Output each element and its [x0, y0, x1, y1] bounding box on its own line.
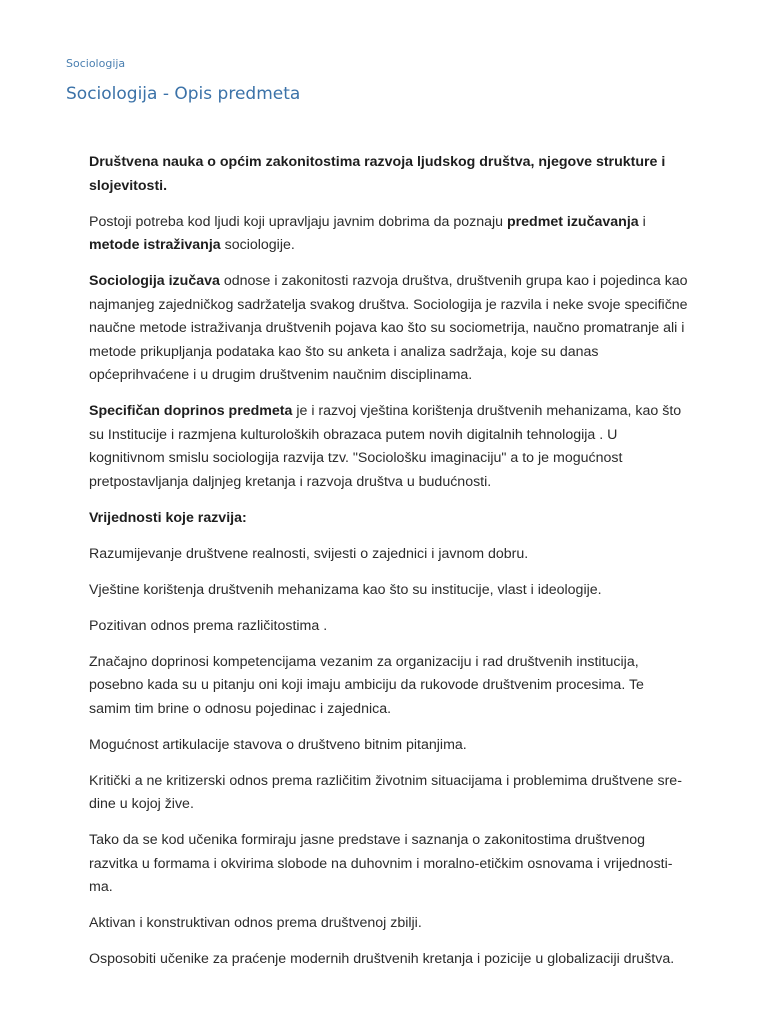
paragraph-purpose-bold-2: metode istraživanja [89, 237, 221, 253]
page-title: Sociologija - Opis predmeta [66, 84, 301, 104]
value-item: Aktivan i konstruktivan odnos prema društvenoj zbilji. [89, 915, 422, 931]
paragraph-contribution-bold: Specifičan doprinos predmeta [89, 403, 293, 419]
value-item: Vještine korištenja društvenih mehanizama kao što su institucije, vlast i ideologije. [89, 581, 602, 598]
paragraph-contribution-text: je i razvoj vještina korištenja društvenih mehanizama, kao što su Institucije i razmjena kulturoloških obrazaca putem novih digitalnih tehnologija . U kognitivnom smislu sociologija razvija tzv. "Sociološku imaginaciju" a to je mogućnost pretpostavljanja daljnjeg kretanja i razvoja društva u budućnosti. [89, 403, 682, 490]
value-item: Osposobiti učenike za praćenje modernih društvenih kretanja i pozicije u globalizaciji društva. [89, 951, 675, 967]
value-item: Razumijevanje društvene realnosti, svijesti o zajednici i javnom dobru. [89, 545, 529, 562]
article-body [89, 151, 689, 984]
value-item: Pozitivan odnos prema različitostima . [89, 617, 328, 634]
paragraph-subject [89, 270, 689, 388]
value-item: Kritički a ne kritizerski odnos prema različitim životnim situacijama i problemima društvene sredine u kojoj žive. [89, 772, 682, 812]
breadcrumb[interactable]: Sociologija [66, 57, 126, 70]
intro-text: Društvena nauka o općim zakonitostima razvoja ljudskog društva, njegove strukture i slojevitosti. [89, 154, 666, 194]
value-item: Značajno doprinosi kompetencijama vezanim za organizaciju i rad društvenih institucija, posebno kada su u pitanju oni koji imaju ambiciju da rukovode društvenim procesima. Te samim tim brine o odnosu pojedinac i zajednica. [89, 653, 644, 717]
value-item: Mogućnost artikulacije stavova o društveno bitnim pitanjima. [89, 736, 467, 753]
intro-paragraph [89, 151, 689, 198]
paragraph-purpose-bold-1: predmet izučavanja [506, 213, 639, 230]
paragraph-contribution [89, 400, 689, 494]
paragraph-purpose-text-a: Postoji potreba kod ljudi koji upravljaju javnim dobrima da poznaju [89, 213, 507, 230]
paragraph-subject-text: odnose i zakonitosti razvoja društva, društvenih grupa kao i pojedinca kao najmanjeg zajedničkog sadržatelja svakog društva. Sociologija je razvila i neke svoje specifične naučne metode istraživanja društvenih pojava kao što su sociometrija, naučno promatranje ali i metode prikupljanja podataka kao što su anketa i analiza sadržaja, koje su danas općeprihvaćene i u drugim društvenim naučnim disciplinama. [89, 273, 688, 383]
paragraph-subject-bold: Sociologija izučava [89, 273, 220, 289]
values-heading-text: Vrijednosti koje razvija: [89, 509, 247, 526]
paragraph-purpose-text-c: i [638, 213, 646, 230]
values-heading [89, 507, 689, 531]
paragraph-purpose [89, 211, 689, 258]
value-item: Tako da se kod učenika formiraju jasne predstave i saznanja o zakonitostima društvenog razvitka u formama i okvirima slobode na duhovnim i moralno-etičkim osnovama i vrijednostima. [89, 832, 673, 895]
paragraph-purpose-text-d: sociologije. [220, 237, 295, 253]
